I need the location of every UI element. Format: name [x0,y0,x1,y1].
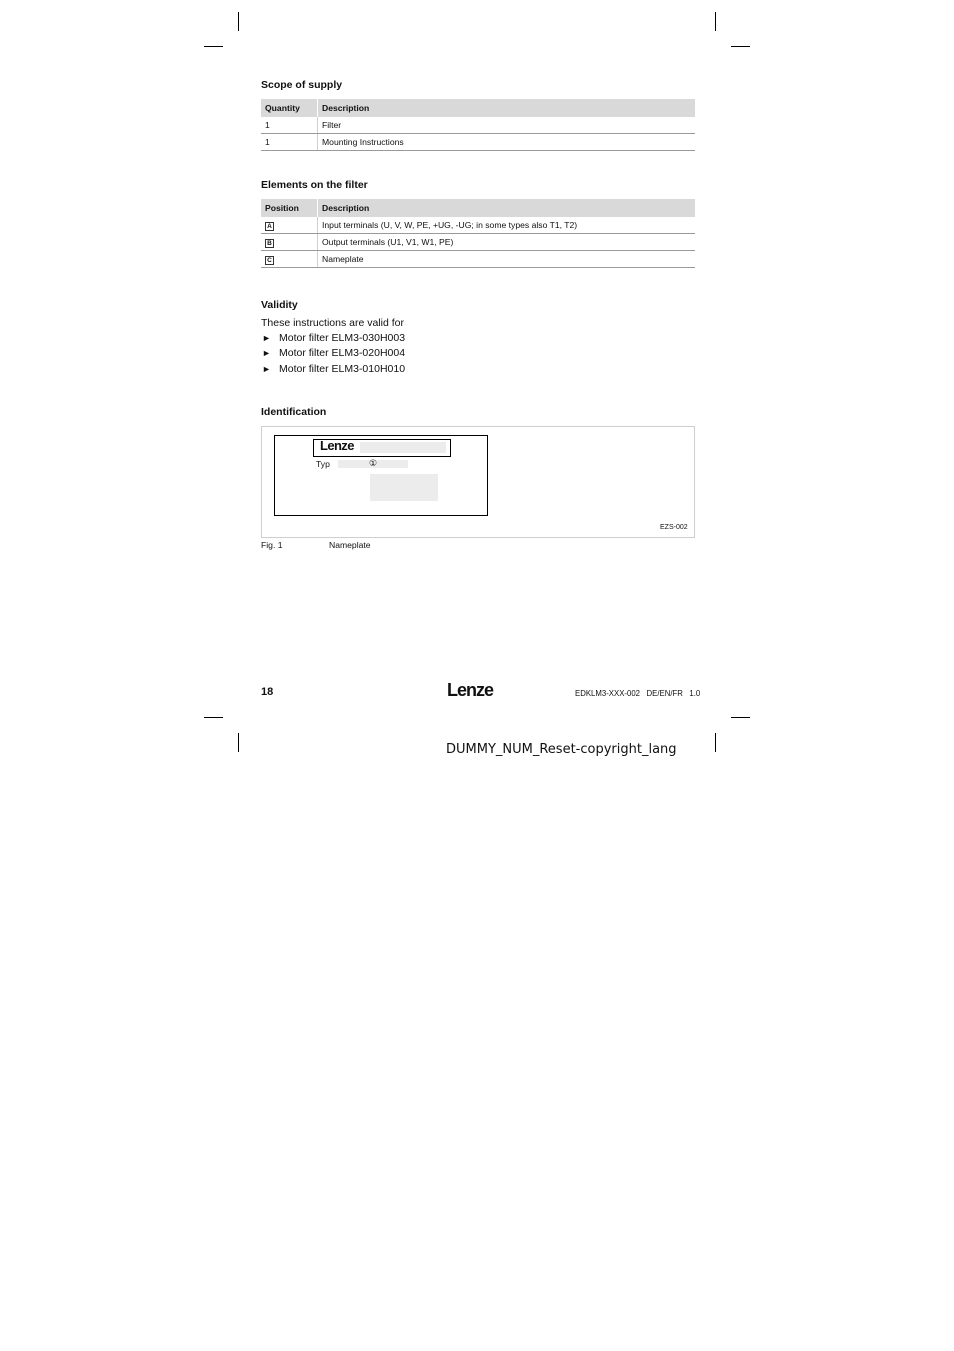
crop-mark [731,46,750,47]
nameplate-type-label: Typ [316,459,330,469]
position-cell [261,234,318,251]
table-row [261,234,695,251]
validity-item: Motor filter ELM3-020H004 [279,347,406,359]
bullet-icon: ► [262,364,271,374]
crop-mark [731,717,750,718]
nameplate-logo-field [360,442,446,453]
position-key: C [265,256,274,265]
column-header: Position [261,199,318,217]
column-header: Quantity [261,99,318,117]
nameplate-logo: Lenze [320,438,354,453]
bullet-icon: ► [262,333,271,343]
description-cell: Input terminals (U, V, W, PE, +UG, -UG; in some types also T1, T2) [318,217,696,234]
position-key: B [265,239,274,248]
description-cell: Output terminals (U1, V1, W1, PE) [318,234,696,251]
document-id: EDKLM3-XXX-002 DE/EN/FR 1.0 [575,689,701,698]
nameplate-marker: ① [369,458,378,468]
table-header-row [261,199,695,217]
position-cell [261,217,318,234]
elements-heading: Elements on the filter [261,179,368,191]
validity-item: Motor filter ELM3-010H010 [279,363,406,375]
crop-mark [238,12,239,31]
table-header-row [261,99,695,117]
page-number: 18 [261,686,274,698]
validity-heading: Validity [261,299,298,311]
table-row [261,117,695,134]
table-row [261,251,695,268]
nameplate-data-field [370,474,438,501]
validity-intro: These instructions are valid for [261,317,404,329]
scope-heading: Scope of supply [261,79,343,91]
position-key: A [265,222,274,231]
position-cell [261,251,318,268]
crop-mark [715,12,716,31]
validity-item: Motor filter ELM3-030H003 [279,332,406,344]
figure-label: Fig. 1 [261,540,283,550]
crop-mark [204,717,223,718]
elements-table [261,199,695,268]
quantity-cell: 1 [261,117,318,134]
identification-heading: Identification [261,406,327,418]
crop-mark [238,733,239,752]
footer-logo: Lenze [447,680,494,700]
description-cell: Nameplate [318,251,696,268]
figure-caption: Nameplate [329,540,371,550]
dummy-text: DUMMY_NUM_Reset-copyright_lang [446,742,677,757]
crop-mark [715,733,716,752]
figure-code: EZS-002 [660,524,688,531]
crop-mark [204,46,223,47]
table-row [261,134,695,151]
column-header: Description [318,199,696,217]
quantity-cell: 1 [261,134,318,151]
column-header: Description [318,99,696,117]
bullet-icon: ► [262,348,271,358]
scope-table [261,99,695,151]
description-cell: Mounting Instructions [318,134,696,151]
description-cell: Filter [318,117,696,134]
table-row [261,217,695,234]
